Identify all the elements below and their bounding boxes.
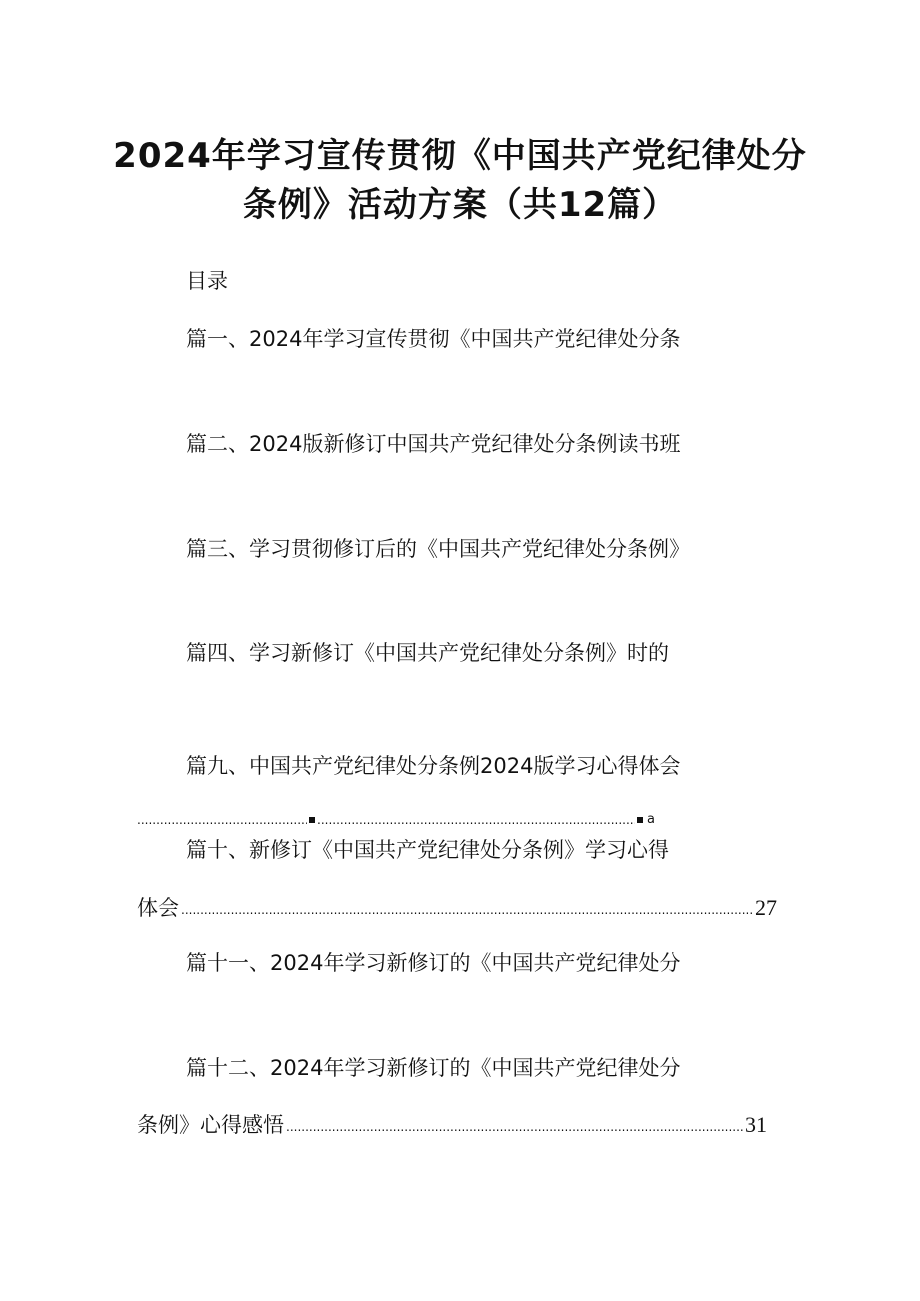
toc-entry-12[interactable]: 篇十二、2024年学习新修订的《中国共产党纪律处分 <box>186 1056 681 1080</box>
toc-entry-11[interactable]: 篇十一、2024年学习新修订的《中国共产党纪律处分 <box>186 951 681 975</box>
toc-entry-4[interactable]: 篇四、学习新修订《中国共产党纪律处分条例》时的 <box>186 641 669 665</box>
toc-entry-3[interactable]: 篇三、学习贯彻修订后的《中国共产党纪律处分条例》 <box>186 537 690 561</box>
dot-leader-row <box>137 813 667 827</box>
toc-entry-1[interactable]: 篇一、2024年学习宣传贯彻《中国共产党纪律处分条 <box>186 327 681 351</box>
square-mark-icon <box>309 817 315 823</box>
document-title-line-1: 2024年学习宣传贯彻《中国共产党纪律处分 <box>113 136 807 176</box>
toc-entry-9[interactable]: 篇九、中国共产党纪律处分条例2024版学习心得体会 <box>186 754 681 778</box>
toc-entry-10[interactable]: 篇十、新修订《中国共产党纪律处分条例》学习心得 <box>186 838 669 862</box>
toc-page-number: 27 <box>755 895 777 920</box>
dot-leader-segment <box>317 813 635 827</box>
toc-entry-12-continuation[interactable] <box>137 1110 767 1140</box>
toc-entry-10-continuation[interactable] <box>137 893 777 923</box>
toc-page-number: 31 <box>745 1112 767 1137</box>
stray-mark: a <box>647 812 655 827</box>
toc-entry-2[interactable]: 篇二、2024版新修订中国共产党纪律处分条例读书班 <box>186 432 681 456</box>
square-mark-icon <box>637 817 643 823</box>
toc-entry-continuation-text: 条例》心得感悟 <box>137 1113 284 1137</box>
dot-leader-segment <box>137 813 307 827</box>
toc-entry-continuation-text: 体会 <box>137 896 179 920</box>
toc-heading: 目录 <box>186 269 228 293</box>
dot-leader <box>181 904 753 916</box>
dot-leader <box>286 1121 743 1133</box>
document-title-line-2: 条例》活动方案（共12篇） <box>242 185 678 225</box>
